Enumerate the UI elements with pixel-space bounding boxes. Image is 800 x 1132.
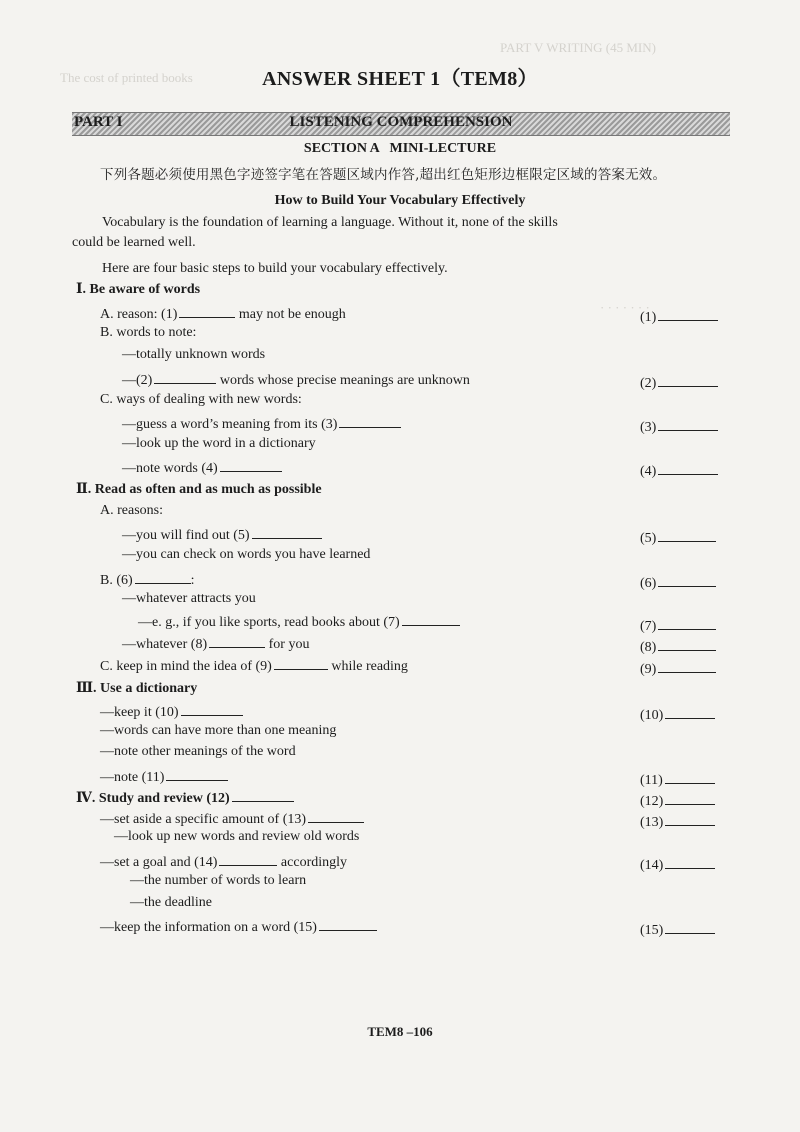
section-heading: SECTION A MINI-LECTURE xyxy=(303,141,497,156)
answer-blank[interactable] xyxy=(658,573,716,587)
answer-blank[interactable] xyxy=(658,637,716,651)
answer-line: (5) xyxy=(640,528,716,547)
answer-blank[interactable] xyxy=(658,417,718,431)
blank-9[interactable] xyxy=(274,656,328,670)
part-header-bar xyxy=(72,112,730,136)
list-item: —e. g., if you like sports, read books about (7) xyxy=(138,612,460,631)
list-item: —look up new words and review old words xyxy=(114,829,360,844)
list-item: —words can have more than one meaning xyxy=(100,723,337,738)
answer-blank[interactable] xyxy=(658,659,716,673)
list-item: —you can check on words you have learned xyxy=(122,547,371,562)
blank-14[interactable] xyxy=(219,852,277,866)
answer-blank[interactable] xyxy=(665,920,715,934)
list-item: —set a goal and (14) accordingly xyxy=(100,852,347,871)
list-item: —set aside a specific amount of (13) xyxy=(100,809,364,828)
answer-line: (12) xyxy=(640,791,715,810)
list-item: —note words (4) xyxy=(122,458,282,477)
answer-blank[interactable] xyxy=(665,855,715,869)
answer-blank[interactable] xyxy=(658,461,718,475)
answer-blank[interactable] xyxy=(658,307,718,321)
answer-blank[interactable] xyxy=(665,770,715,784)
answer-line: (14) xyxy=(640,855,715,874)
blank-11[interactable] xyxy=(166,767,228,781)
list-item: —the number of words to learn xyxy=(130,873,307,888)
intro-line: Here are four basic steps to build your vocabulary effectively. xyxy=(102,261,448,276)
list-item: —note (11) xyxy=(100,767,228,786)
bleed-through-text: · · · · · · · xyxy=(600,300,650,315)
answer-line: (6) xyxy=(640,573,716,592)
list-item: A. reason: (1) may not be enough xyxy=(100,304,346,323)
intro-line: Vocabulary is the foundation of learning a language. Without it, none of the skills xyxy=(102,215,558,230)
part-label: PART I xyxy=(74,114,123,130)
list-item: B. (6) : xyxy=(100,570,195,589)
answer-line: (4) xyxy=(640,461,718,480)
lecture-title: How to Build Your Vocabulary Effectively xyxy=(274,193,526,208)
bleed-through-text: The cost of printed books xyxy=(60,70,193,85)
blank-2[interactable] xyxy=(154,370,216,384)
answer-line: (11) xyxy=(640,770,715,789)
list-item: —totally unknown words xyxy=(122,347,266,362)
intro-line: could be learned well. xyxy=(72,235,196,250)
answer-line: (2) xyxy=(640,373,718,392)
list-item: —look up the word in a dictionary xyxy=(122,436,316,451)
answer-blank[interactable] xyxy=(658,616,716,630)
instruction-text: 下列各题必须使用黑色字迹签字笔在答题区域内作答,超出红色矩形边框限定区域的答案无效。 xyxy=(100,167,667,183)
blank-6[interactable] xyxy=(135,570,191,584)
answer-line: (13) xyxy=(640,812,715,831)
list-item: —whatever attracts you xyxy=(122,591,256,606)
answer-line: (15) xyxy=(640,920,715,939)
answer-blank[interactable] xyxy=(658,373,718,387)
answer-line: (7) xyxy=(640,616,716,635)
answer-blank[interactable] xyxy=(665,812,715,826)
answer-line: (1) xyxy=(640,307,718,326)
blank-5[interactable] xyxy=(252,525,322,539)
blank-1[interactable] xyxy=(179,304,235,318)
blank-13[interactable] xyxy=(308,809,364,823)
list-item: B. words to note: xyxy=(100,325,197,340)
answer-blank[interactable] xyxy=(665,791,715,805)
list-item: C. keep in mind the idea of (9) while reading xyxy=(100,656,408,675)
list-item: —(2) words whose precise meanings are unknown xyxy=(122,370,470,389)
list-item: A. reasons: xyxy=(100,503,163,518)
list-item: —note other meanings of the word xyxy=(100,744,296,759)
list-item: —whatever (8) for you xyxy=(122,634,309,653)
list-item: —the deadline xyxy=(130,895,213,910)
blank-15[interactable] xyxy=(319,917,377,931)
list-item: —guess a word’s meaning from its (3) xyxy=(122,414,401,433)
blank-12[interactable] xyxy=(232,788,294,802)
blank-3[interactable] xyxy=(339,414,401,428)
blank-4[interactable] xyxy=(220,458,282,472)
heading-1: Ⅰ. Be aware of words xyxy=(76,282,201,297)
bleed-through-text: PART V WRITING (45 MIN) xyxy=(500,40,656,55)
blank-10[interactable] xyxy=(181,702,243,716)
answer-line: (3) xyxy=(640,417,718,436)
page-footer: TEM8 –106 xyxy=(367,1024,433,1039)
list-item: —keep it (10) xyxy=(100,702,243,721)
list-item: —keep the information on a word (15) xyxy=(100,917,377,936)
blank-7[interactable] xyxy=(402,612,460,626)
part-title: LISTENING COMPREHENSION xyxy=(289,114,513,130)
heading-2: Ⅱ. Read as often and as much as possible xyxy=(76,482,322,497)
blank-8[interactable] xyxy=(209,634,265,648)
list-item: C. ways of dealing with new words: xyxy=(100,392,302,407)
list-item: —you will find out (5) xyxy=(122,525,322,544)
answer-line: (9) xyxy=(640,659,716,678)
answer-blank[interactable] xyxy=(665,705,715,719)
heading-4: Ⅳ. Study and review (12) xyxy=(76,788,294,807)
answer-line: (8) xyxy=(640,637,716,656)
answer-line: (10) xyxy=(640,705,715,724)
answer-blank[interactable] xyxy=(658,528,716,542)
page-title: ANSWER SHEET 1（TEM8） xyxy=(262,68,538,90)
heading-3: Ⅲ. Use a dictionary xyxy=(76,681,198,696)
